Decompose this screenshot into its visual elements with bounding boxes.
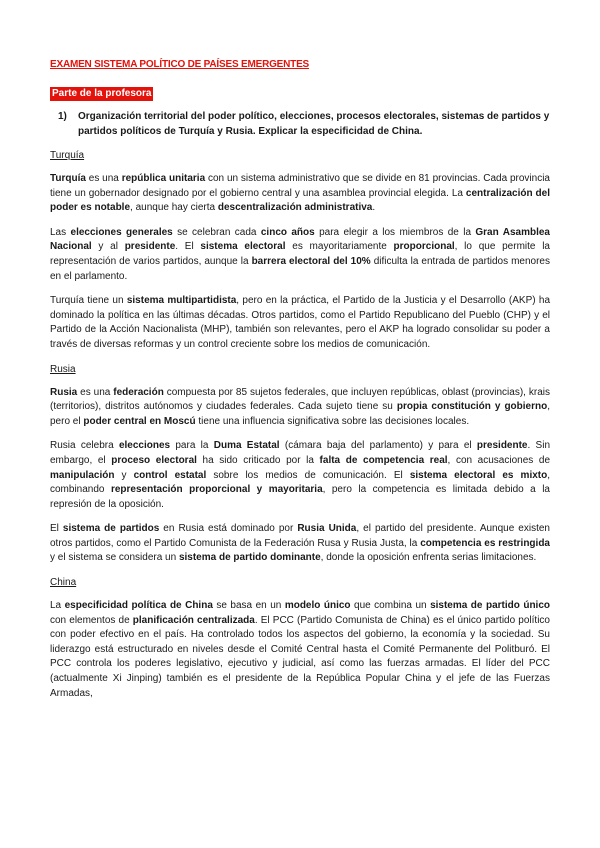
text-run: , el partido del presidente. Aunque existen otros partidos, como el Partido Comunista de la Federación Rusa y Rusia Justa, la	[50, 523, 550, 549]
text-run: Las	[50, 226, 71, 238]
text-run: , con acusaciones de	[447, 454, 551, 466]
text-run: se basa en un	[212, 600, 285, 612]
document-title: EXAMEN SISTEMA POLÍTICO DE PAÍSES EMERGENTES	[50, 59, 310, 70]
bold-text: Turquía	[50, 173, 86, 184]
text-run: , pero en la práctica, el Partido de la Justicia y el Desarrollo (AKP) ha dominado la política en las últimas décadas. Otros partidos, como el Partido Republicano del Pueblo (CHP) y el Partido de la Acción Nacionalista (MHP), también son relevantes, pero el AKP ha logrado consolidar su poder a través de diversas reformas y un control creciente sobre los medios de comunicación.	[50, 295, 551, 350]
text-run: y al	[91, 241, 125, 253]
text-run: para la	[170, 440, 214, 452]
text-run: , pero la competencia es limitada debido a la represión de la oposición.	[50, 484, 550, 510]
text-run: . Sin embargo, el	[50, 440, 551, 466]
paragraph	[50, 294, 550, 352]
text-run: El	[50, 523, 63, 535]
text-run: sobre los medios de comunicación. El	[206, 469, 410, 481]
text-run: y	[114, 469, 134, 481]
text-run: ha sido criticado por la	[196, 454, 320, 466]
text-run: en Rusia está dominado por	[159, 523, 298, 535]
bold-text: presidente	[124, 241, 176, 253]
text-run: . El	[175, 241, 201, 253]
bold-text: representación proporcional y mayoritaria	[110, 484, 323, 496]
text-run: con elementos de	[50, 614, 133, 626]
bold-text: planificación centralizada	[132, 614, 255, 626]
heading-turquia: Turquía	[50, 150, 85, 161]
text-run: es una	[77, 386, 114, 398]
bold-text: descentralización administrativa	[217, 202, 373, 214]
text-run: compuesta por 85 sujetos federales, que incluyen repúblicas, oblast (provincias), krais (territorios), distritos autónomos y ciudades federales. Cada sujeto tiene su	[50, 386, 550, 413]
text-run: . El PCC (Partido Comunista de China) es el único partido político con poder efectivo en el país. Ha controlado todos los aspectos del gobierno, la economía y la sociedad. Su liderazgo está estructurado en niveles desde el Comité Central hasta el Comité Permanente del Politburó. El PCC controla los poderes legislativo, ejecutivo y judicial, así como las fuerzas armadas. El líder del PCC (actualmente Xi Jinping) también es el presidente de la República Popular China y el jefe de las Fuerzas Armadas,	[50, 614, 550, 699]
paragraph	[50, 386, 550, 430]
paragraph	[50, 522, 550, 566]
text-run: (cámara baja del parlamento) y para el	[279, 440, 477, 452]
exam-question	[50, 109, 550, 139]
section-subtitle: Parte de la profesora	[52, 88, 152, 99]
heading-china: China	[50, 577, 77, 589]
text-run: , combinando	[50, 469, 551, 496]
text-run: con un sistema administrativo que se divide en 81 provincias. Cada provincia tiene un gobernador designado por el gobierno central y una asamblea provincial elegida. La	[50, 173, 550, 199]
bold-text: Rusia Unida	[297, 523, 357, 535]
text-run: La	[50, 600, 65, 612]
bold-text: falta de competencia real	[319, 454, 448, 466]
text-run: Rusia celebra	[50, 440, 119, 452]
bold-text: sistema de partido único	[430, 600, 551, 612]
text-run: se celebran cada	[172, 226, 261, 238]
bold-text: sistema electoral	[200, 241, 286, 253]
question-number: 1)	[58, 111, 67, 122]
text-run: para elegir a los miembros de la	[314, 226, 476, 238]
text-run: .	[372, 202, 376, 214]
text-run: es una	[85, 173, 122, 184]
bold-text: barrera electoral del 10%	[251, 255, 371, 267]
text-run: tiene una influencia significativa sobre las decisiones locales.	[195, 415, 470, 427]
bold-text: modelo único	[284, 600, 351, 612]
bold-text: sistema electoral es mixto	[409, 469, 548, 481]
document-content	[50, 58, 550, 711]
bold-text: federación	[113, 386, 164, 398]
heading-rusia: Rusia	[50, 363, 76, 375]
bold-text: sistema de partido dominante	[178, 552, 321, 564]
bold-text: proporcional	[393, 241, 455, 253]
bold-text: Gran Asamblea Nacional	[50, 226, 550, 253]
text-run: , aunque hay cierta	[130, 202, 218, 214]
paragraph	[50, 226, 550, 284]
paragraph	[50, 172, 550, 216]
bold-text: sistema multipartidista	[126, 295, 237, 307]
subtitle-row	[50, 83, 550, 109]
bold-text: presidente	[476, 440, 528, 452]
paragraph	[50, 439, 550, 512]
paragraph	[50, 599, 550, 701]
text-run: y el sistema se considera un	[50, 552, 179, 564]
bold-text: Rusia	[50, 386, 78, 398]
bold-text: elecciones generales	[70, 226, 173, 238]
bold-text: proceso electoral	[111, 454, 197, 466]
text-run: , donde la oposición enfrenta serias limitaciones.	[320, 552, 537, 564]
text-run: que combina un	[350, 600, 431, 612]
text-run: , lo que permite la representación de varios partidos, aunque la	[50, 241, 550, 267]
bold-text: especificidad política de China	[64, 600, 213, 612]
bold-text: control estatal	[133, 469, 207, 481]
text-run: es mayoritariamente	[285, 241, 394, 253]
question-text: Organización territorial del poder político, elecciones, procesos electorales, sistemas de partidos y partidos políticos de Turquía y Rusia. Explicar la especificidad de China.	[78, 111, 550, 137]
bold-text: centralización del poder es notable	[50, 187, 551, 214]
bold-text: Duma Estatal	[213, 440, 280, 452]
bold-text: elecciones	[118, 440, 171, 452]
bold-text: sistema de partidos	[62, 523, 160, 535]
text-run: Turquía tiene un	[50, 295, 127, 307]
bold-text: manipulación	[50, 469, 115, 481]
text-run: dificulta la entrada de partidos menores en el parlamento.	[50, 255, 550, 282]
bold-text: cinco años	[260, 226, 315, 238]
bold-text: competencia es restringida	[420, 537, 550, 549]
bold-text: poder central en Moscú	[83, 415, 196, 427]
text-run: , pero el	[50, 401, 551, 427]
bold-text: república unitaria	[121, 173, 206, 184]
bold-text: propia constitución y gobierno	[396, 401, 548, 413]
